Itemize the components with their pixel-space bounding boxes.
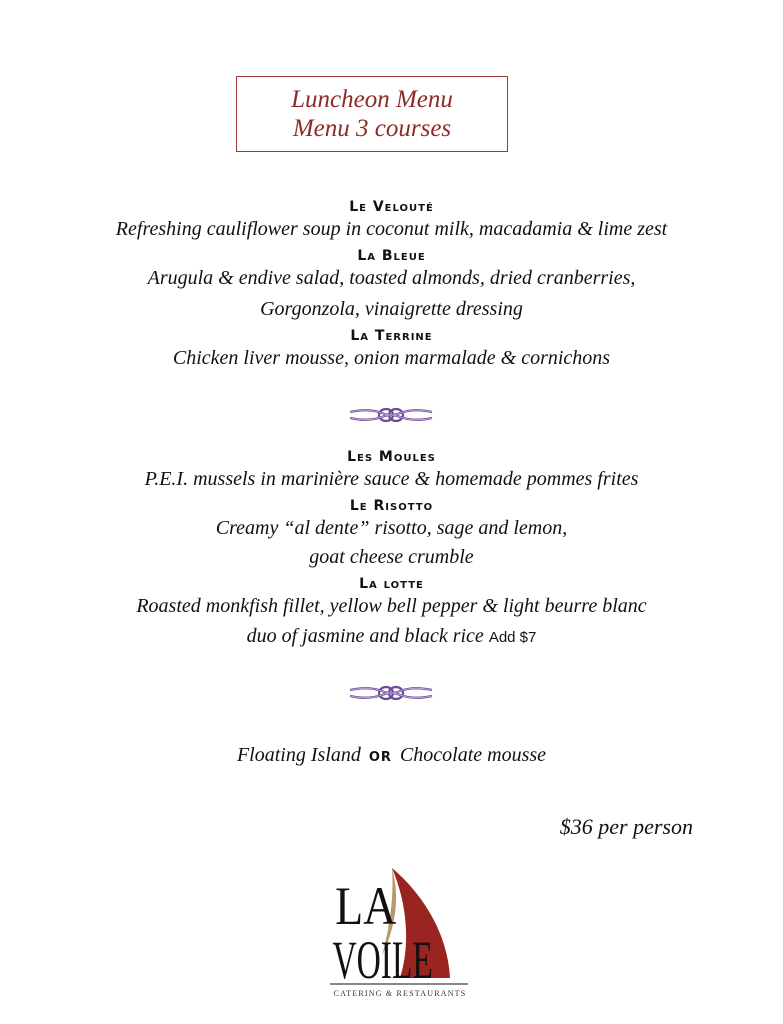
dessert-line	[0, 744, 783, 767]
menu-title: Luncheon Menu	[291, 86, 453, 113]
course-description: Refreshing cauliflower soup in coconut milk, macadamia & lime zest	[115, 218, 668, 240]
course-description: goat cheese crumble	[309, 546, 474, 568]
course-name: Le Risotto	[349, 498, 434, 514]
course-lotte	[0, 575, 783, 651]
dessert-or: OR	[368, 750, 392, 765]
course-description: Creamy “al dente” risotto, sage and lemon,	[215, 517, 568, 539]
course-name: Le Velouté	[349, 199, 434, 215]
menu-subtitle: Menu 3 courses	[292, 115, 452, 142]
course-terrine	[0, 327, 783, 372]
menu-title-box	[236, 76, 508, 152]
price-per-person: $36 per person	[559, 814, 693, 839]
logo-line2: VOILE	[332, 929, 433, 991]
la-voile-logo	[330, 866, 470, 1006]
course-veloute	[0, 198, 783, 243]
course-name: Les Moules	[347, 449, 436, 465]
logo-tagline: CATERING & RESTAURANTS	[333, 989, 467, 998]
main-course-section	[0, 448, 783, 651]
knot-divider-icon	[348, 682, 434, 704]
course-description: Arugula & endive salad, toasted almonds, dried cranberries,	[147, 267, 636, 289]
course-moules	[0, 448, 783, 493]
course-risotto	[0, 497, 783, 571]
dessert-option: Chocolate mousse	[399, 744, 547, 766]
course-description: duo of jasmine and black rice	[246, 625, 484, 647]
course-description: Gorgonzola, vinaigrette dressing	[260, 298, 523, 320]
course-name: La Bleue	[357, 248, 426, 264]
knot-divider-icon	[348, 404, 434, 426]
course-description: Roasted monkfish fillet, yellow bell pepper & light beurre blanc	[136, 595, 647, 617]
course-description-with-extra	[0, 623, 783, 651]
dessert-option: Floating Island	[236, 744, 361, 766]
course-name: La lotte	[359, 576, 424, 592]
course-description: P.E.I. mussels in marinière sauce & homemade pommes frites	[144, 468, 639, 490]
course-name: La Terrine	[350, 328, 433, 344]
supplement-price: Add $7	[488, 629, 537, 646]
course-bleue	[0, 247, 783, 323]
first-course-section	[0, 198, 783, 372]
logo-line1: LA	[335, 875, 397, 936]
course-description: Chicken liver mousse, onion marmalade & cornichons	[172, 347, 611, 369]
